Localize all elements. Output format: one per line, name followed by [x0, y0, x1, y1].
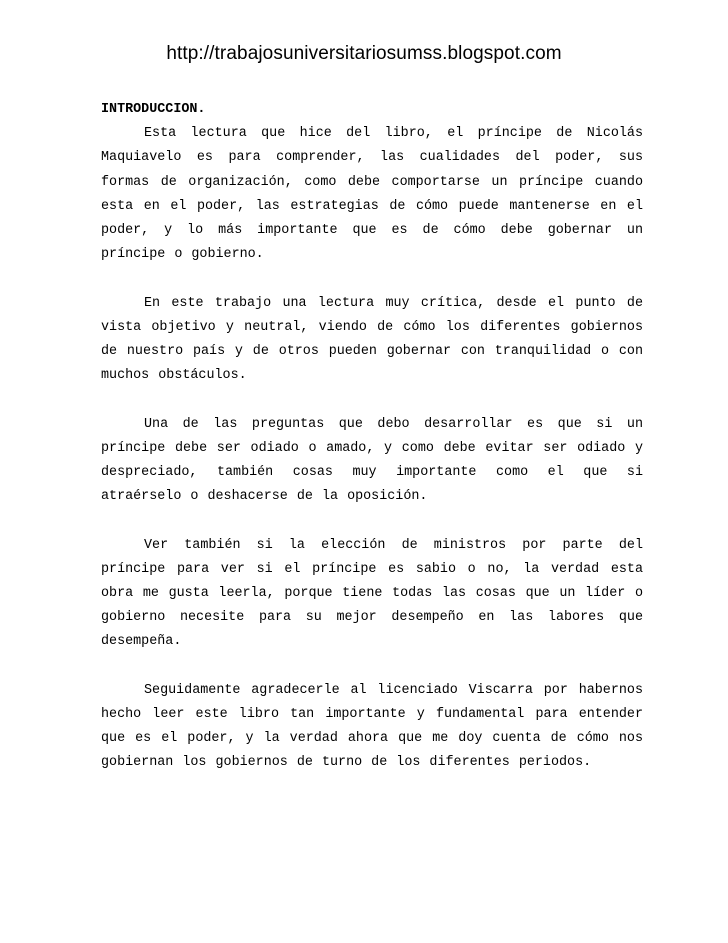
paragraph-2: En este trabajo una lectura muy crítica, desde el punto de vista objetivo y neutral, viendo de cómo los diferentes gobiernos de nuestro país y de otros pueden gobernar con tranquilidad o con muchos obstáculos.	[101, 295, 643, 384]
paragraph-1: Esta lectura que hice del libro, el príncipe de Nicolás Maquiavelo es para comprender, las cualidades del poder, sus formas de organización, como debe comportarse un príncipe cuando esta en el poder, las estrategias de cómo puede mantenerse en el poder, y lo más importante que es de cómo debe gobernar un príncipe o gobierno.	[101, 126, 643, 263]
document-body	[101, 98, 643, 800]
header-url[interactable]: http://trabajosuniversitariosumss.blogspot.com	[166, 43, 562, 64]
paragraph-3: Una de las preguntas que debo desarrollar es que si un príncipe debe ser odiado o amado, y como debe evitar ser odiado y despreciado, también cosas muy importante como el que si atraérselo o deshacerse de la oposición.	[101, 416, 643, 505]
section-title: INTRODUCCION.	[101, 102, 206, 117]
paragraph-5: Seguidamente agradecerle al licenciado Viscarra por habernos hecho leer este libro tan importante y fundamental para entender que es el poder, y la verdad ahora que me doy cuenta de cómo nos gobiernan los gobiernos de turno de los diferentes periodos.	[101, 682, 643, 771]
paragraph-4: Ver también si la elección de ministros por parte del príncipe para ver si el príncipe es sabio o no, la verdad esta obra me gusta leerla, porque tiene todas las cosas que un líder o gobierno necesite para su mejor desempeño en las labores que desempeña.	[101, 537, 643, 650]
